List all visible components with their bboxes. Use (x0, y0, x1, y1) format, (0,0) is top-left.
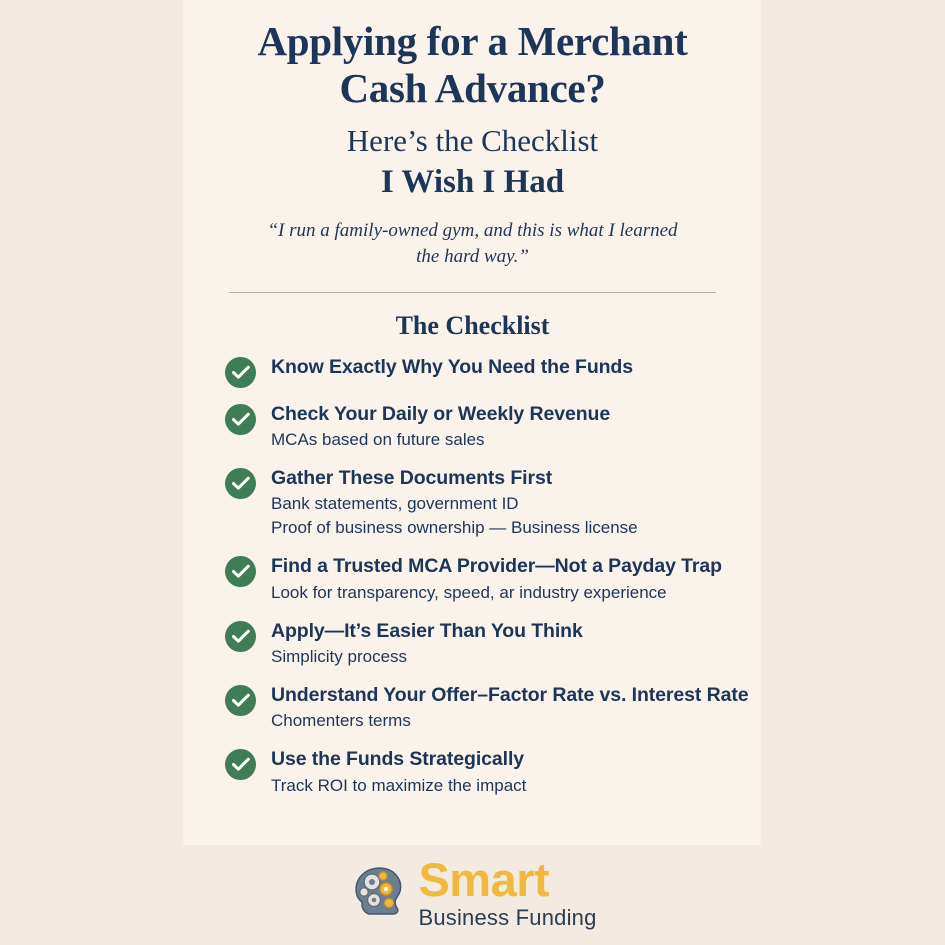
check-circle-icon (225, 468, 256, 499)
quote-line-2: the hard way.” (416, 246, 529, 268)
list-item-subtitle: Chomenters terms (271, 711, 411, 731)
list-item-subtitle: MCAs based on future sales (271, 430, 485, 450)
list-item (0, 402, 945, 452)
headline-line-1: Applying for a Merchant (257, 18, 688, 64)
list-item-subtitle: Track ROI to maximize the impact (271, 775, 527, 795)
check-circle-icon (225, 621, 256, 652)
list-item-text (271, 466, 638, 540)
list-item-title: Check Your Daily or Weekly Revenue (271, 402, 611, 425)
list-item-title: Understand Your Offer–Factor Rate vs. Interest Rate (271, 683, 749, 706)
list-item-text (271, 619, 583, 669)
headline-line-3: Here’s the Checklist (346, 123, 599, 159)
logo-tagline: Business Funding (418, 905, 597, 930)
list-item-title: Find a Trusted MCA Provider—Not a Payday Trap (271, 555, 722, 578)
list-item (0, 747, 945, 797)
logo-text (418, 852, 597, 931)
quote-line-1: “I run a family-owned gym, and this is what I learned (267, 220, 678, 242)
brand-logo (0, 852, 945, 931)
list-item-title: Know Exactly Why You Need the Funds (271, 355, 633, 378)
list-item-text (271, 747, 526, 797)
list-item (0, 466, 945, 540)
list-item-text (271, 554, 722, 604)
logo-name: Smart (418, 852, 550, 906)
list-item (0, 554, 945, 604)
testimonial-quote (238, 218, 708, 269)
list-item (0, 619, 945, 669)
list-item-text (271, 683, 748, 733)
list-item-subtitle: Bank statements, government ID (271, 494, 519, 514)
list-item (0, 355, 945, 388)
checklist (0, 355, 945, 798)
check-circle-icon (225, 556, 256, 587)
headline-line-2: Cash Advance? (339, 65, 606, 112)
headline-line-4: I Wish I Had (380, 163, 565, 200)
list-item-title: Use the Funds Strategically (271, 748, 525, 771)
list-item-text (271, 402, 610, 452)
list-item-title: Apply—It’s Easier Than You Think (271, 619, 583, 642)
check-circle-icon (225, 749, 256, 780)
list-item (0, 683, 945, 733)
list-item-subtitle: Look for transparency, speed, ar industry experience (271, 582, 667, 602)
page-title (0, 0, 945, 202)
list-item-title: Gather These Documents First (271, 466, 553, 489)
list-item-subtitle: Simplicity process (271, 646, 408, 666)
list-item-text (271, 355, 633, 379)
check-circle-icon (225, 404, 256, 435)
check-circle-icon (225, 685, 256, 716)
check-circle-icon (225, 357, 256, 388)
gear-head-icon (348, 858, 414, 924)
section-divider (229, 292, 716, 293)
logo-wrap (348, 852, 597, 931)
section-title: The Checklist (395, 310, 550, 340)
list-item-subtitle-2: Proof of business ownership — Business license (271, 518, 638, 538)
